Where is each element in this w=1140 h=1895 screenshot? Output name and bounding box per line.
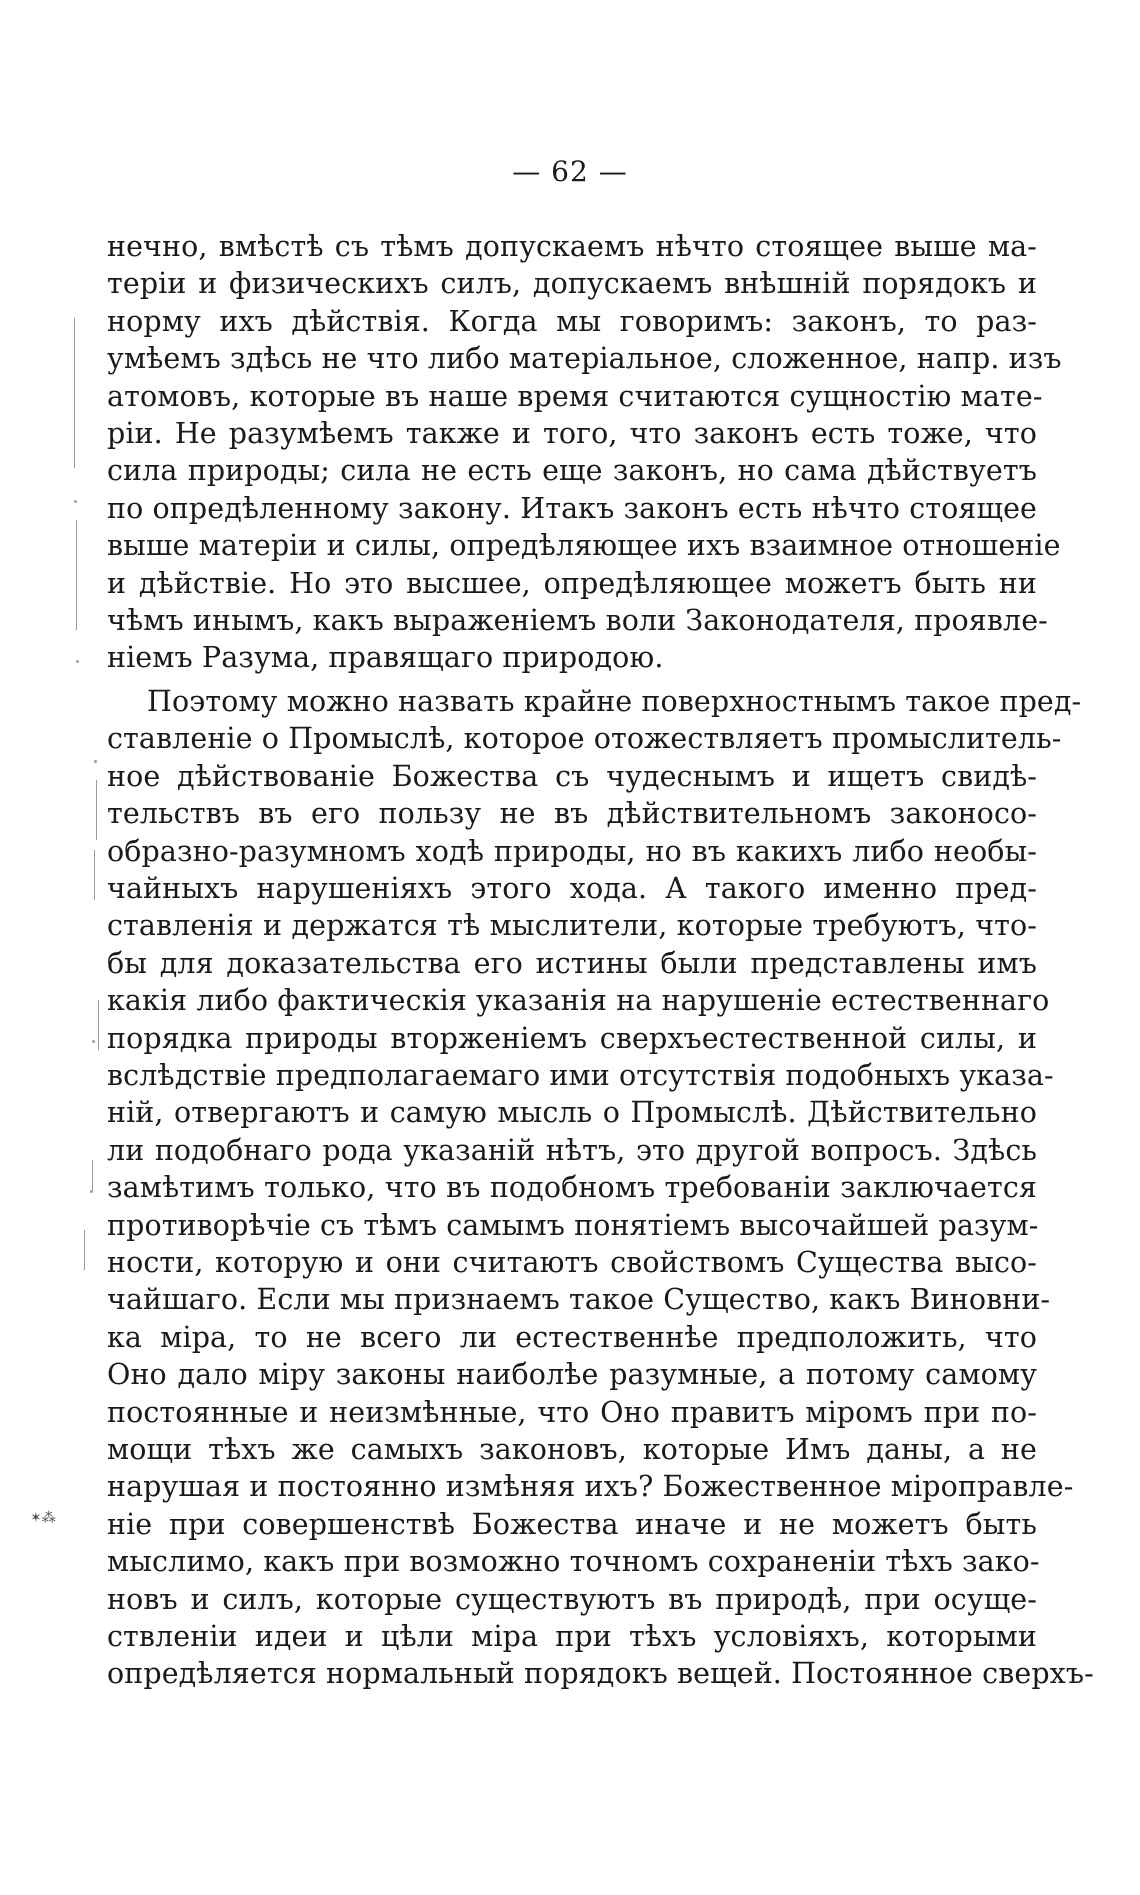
paragraph-1 (107, 228, 1062, 677)
text-line: порядка природы вторженіемъ сверхъестественной силы, и (107, 1021, 1037, 1055)
text-line: ріи. Не разумѣемъ также и того, что законъ есть тоже, что (107, 417, 1037, 451)
paragraph-2 (107, 683, 1094, 1693)
text-line: выше матеріи и силы, опредѣляющее ихъ взаимное отношеніе (107, 529, 1061, 563)
text-line: тельствъ въ его пользу не въ дѣйствительномъ законосо- (107, 797, 1037, 831)
margin-dot (76, 660, 79, 663)
text-line: по опредѣленному закону. Итакъ законъ есть нѣчто стоящее (107, 491, 1037, 525)
text-line: образно-разумномъ ходѣ природы, но въ какихъ либо необы- (107, 834, 1037, 868)
margin-dot (74, 500, 77, 503)
text-line: какія либо фактическія указанія на нарушеніе естественнаго (107, 984, 1050, 1018)
margin-pencil-mark (94, 850, 95, 900)
text-line: норму ихъ дѣйствія. Когда мы говоримъ: законъ, то раз- (107, 304, 1037, 338)
text-line: вслѣдствіе предполагаемаго ими отсутствія подобныхъ указа- (107, 1058, 1054, 1092)
text-line: ли подобнаго рода указаній нѣтъ, это другой вопросъ. Здѣсь (107, 1133, 1037, 1167)
text-line: умѣемъ здѣсь не что либо матеріальное, сложенное, напр. изъ (107, 342, 1062, 376)
margin-pencil-mark (92, 1160, 93, 1190)
page-number: — 62 — (512, 155, 628, 188)
text-line: новъ и силъ, которые существуютъ въ природѣ, при осуще- (107, 1582, 1037, 1616)
text-line: ное дѣйствованіе Божества съ чудеснымъ и ищетъ свидѣ- (107, 759, 1037, 793)
text-line: ній, отвергаютъ и самую мысль о Промыслѣ. Дѣйствительно (107, 1096, 1037, 1130)
text-line: нечно, вмѣстѣ съ тѣмъ допускаемъ нѣчто стоящее выше ма- (107, 230, 1037, 263)
text-line: теріи и физическихъ силъ, допускаемъ внѣшній порядокъ и (107, 267, 1037, 301)
margin-dot (92, 1040, 95, 1043)
text-line: чайшаго. Если мы признаемъ такое Существо, какъ Виновни- (107, 1283, 1051, 1317)
margin-pencil-mark (98, 1000, 99, 1050)
body-text (107, 228, 1094, 1693)
text-line: нарушая и постоянно измѣняя ихъ? Божественное міроправле- (107, 1470, 1074, 1504)
text-line: и дѣйствіе. Но это высшее, опредѣляющее можетъ быть ни (107, 566, 1037, 600)
text-line: чайныхъ нарушеніяхъ этого хода. А такого именно пред- (107, 871, 1037, 905)
text-line: ставленія и держатся тѣ мыслители, которые требуютъ, что- (107, 909, 1037, 943)
text-line: чѣмъ инымъ, какъ выраженіемъ воли Законодателя, проявле- (107, 604, 1048, 638)
text-line: опредѣляется нормальный порядокъ вещей. Постоянное сверхъ- (107, 1657, 1094, 1691)
text-line: противорѣчіе съ тѣмъ самымъ понятіемъ высочайшей разум- (107, 1208, 1039, 1242)
text-line: ставленіе о Промыслѣ, которое отожествляетъ промыслитель- (107, 722, 1062, 756)
text-line: атомовъ, которые въ наше время считаются сущностію мате- (107, 379, 1043, 413)
text-line: ніемъ Разума, правящаго природою. (107, 641, 664, 675)
text-line: бы для доказательства его истины были представлены имъ (107, 946, 1037, 980)
margin-dot (90, 1190, 93, 1193)
text-line: ности, которую и они считаютъ свойствомъ Существа высо- (107, 1245, 1037, 1279)
text-line: ка міра, то не всего ли естественнѣе предположить, что (107, 1320, 1037, 1354)
text-line: сила природы; сила не есть еще законъ, но сама дѣйствуетъ (107, 454, 1037, 488)
margin-dot (94, 760, 97, 763)
margin-pencil-mark (96, 780, 97, 840)
text-line: мощи тѣхъ же самыхъ законовъ, которые Имъ даны, а не (107, 1433, 1037, 1466)
text-line: мыслимо, какъ при возможно точномъ сохраненіи тѣхъ зако- (107, 1545, 1040, 1579)
stray-ink-mark: ✶⁂ (30, 1510, 56, 1526)
text-line: постоянные и неизмѣнные, что Оно правитъ міромъ при по- (107, 1395, 1037, 1429)
text-line: Поэтому можно назвать крайне поверхностнымъ такое пред- (147, 684, 1082, 718)
margin-pencil-mark (74, 318, 75, 468)
margin-pencil-mark (84, 1230, 85, 1270)
text-line: ніе при совершенствѣ Божества иначе и не можетъ быть (107, 1507, 1037, 1541)
text-line: замѣтимъ только, что въ подобномъ требованіи заключается (107, 1171, 1037, 1205)
text-line: ствленіи идеи и цѣли міра при тѣхъ условіяхъ, которыми (107, 1620, 1037, 1654)
text-line: Оно дало міру законы наиболѣе разумные, а потому самому (107, 1358, 1037, 1392)
margin-pencil-mark (76, 520, 77, 630)
